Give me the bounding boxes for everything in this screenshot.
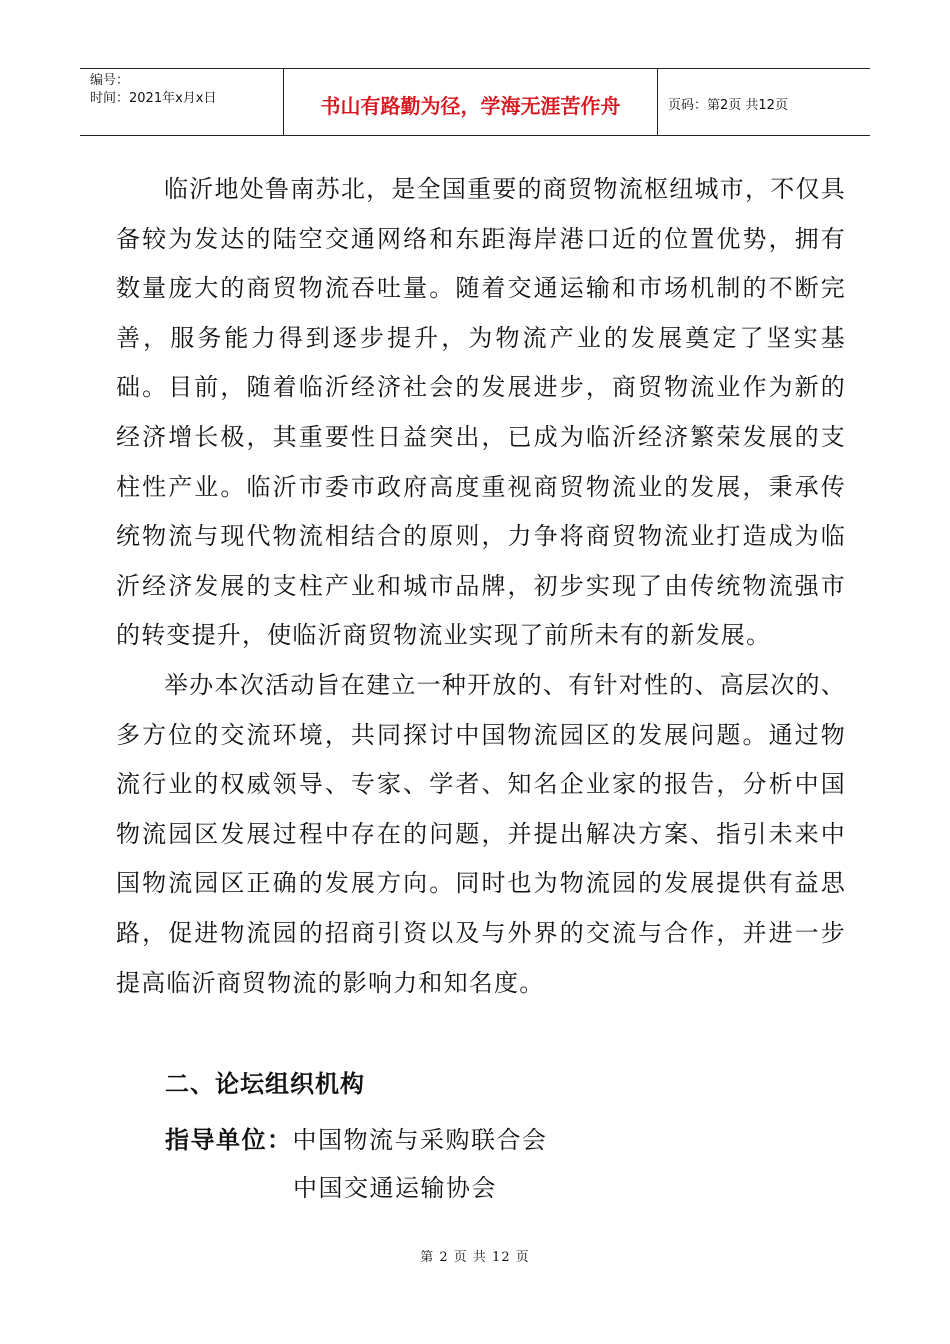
document-number-label: 编号： — [90, 73, 130, 88]
page-footer: 第 2 页 共 12 页 — [420, 1250, 530, 1265]
page-header — [80, 68, 870, 136]
section-heading: 二、论坛组织机构 — [165, 1070, 365, 1098]
guide-unit-label: 指导单位： — [165, 1126, 293, 1154]
guide-org-2: 中国交通运输协会 — [293, 1174, 497, 1202]
guide-unit-row — [165, 1120, 548, 1155]
header-motto: 书山有路勤为径，学海无涯苦作舟 — [284, 69, 658, 135]
document-body — [116, 165, 846, 1008]
body-paragraph-1: 临沂地处鲁南苏北，是全国重要的商贸物流枢纽城市，不仅具备较为发达的陆空交通网络和东距海岸港口近的位置优势，拥有数量庞大的商贸物流吞吐量。随着交通运输和市场机制的不断完善，服务能力得到逐步提升，为物流产业的发展奠定了坚实基础。目前，随着临沂经济社会的发展进步，商贸物流业作为新的经济增长极，其重要性日益突出，已成为临沂经济繁荣发展的支柱性产业。临沂市委市政府高度重视商贸物流业的发展，秉承传统物流与现代物流相结合的原则，力争将商贸物流业打造成为临沂经济发展的支柱产业和城市品牌，初步实现了由传统物流强市的转变提升，使临沂商贸物流业实现了前所未有的新发展。 — [116, 175, 846, 650]
document-date-label: 时间：2021年x月x日 — [90, 91, 217, 106]
guide-unit-row-2 — [293, 1168, 497, 1203]
guide-org-1: 中国物流与采购联合会 — [292, 1126, 548, 1154]
header-meta-cell — [80, 69, 284, 135]
body-paragraph-2: 举办本次活动旨在建立一种开放的、有针对性的、高层次的、多方位的交流环境，共同探讨中国物流园区的发展问题。通过物流行业的权威领导、专家、学者、知名企业家的报告，分析中国物流园区发展过程中存在的问题，并提出解决方案、指引未来中国物流园区正确的发展方向。同时也为物流园的发展提供有益思路，促进物流园的招商引资以及与外界的交流与合作，并进一步提高临沂商贸物流的影响力和知名度。 — [116, 670, 846, 997]
header-page-info: 页码：第2页 共12页 — [668, 97, 788, 113]
